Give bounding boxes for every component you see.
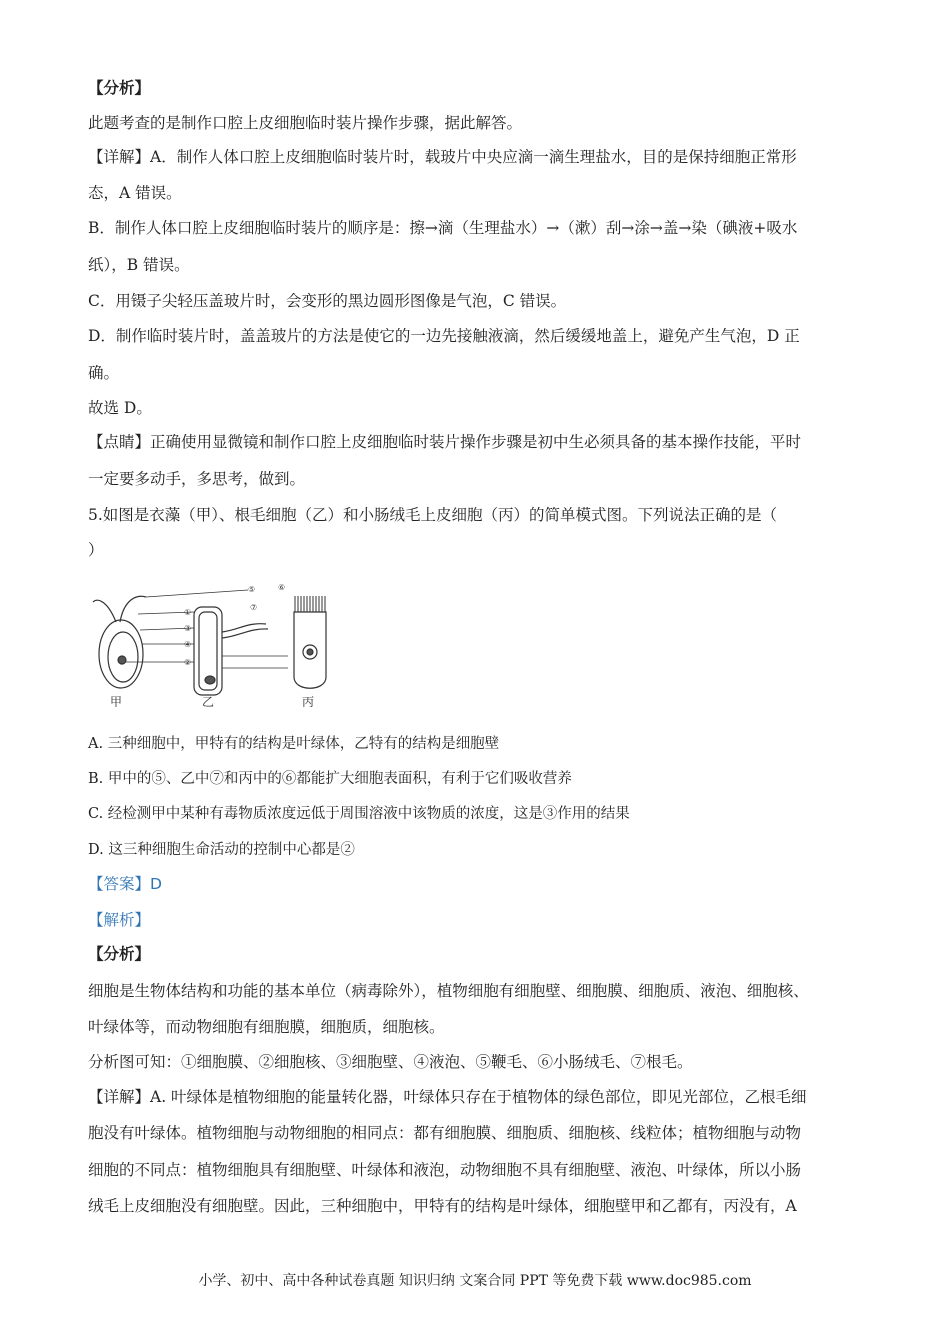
label-bing: 丙 xyxy=(302,695,315,707)
question-5-stem: 5.如图是衣藻（甲）、根毛细胞（乙）和小肠绒毛上皮细胞（丙）的简单模式图。下列说法正确的是（ xyxy=(88,506,778,524)
text-line: 细胞的不同点：植物细胞具有细胞壁、叶绿体和液泡，动物细胞不具有细胞壁、液泡、叶绿体，所以小肠 xyxy=(88,1161,802,1179)
marker-4: ④ xyxy=(184,640,192,649)
analysis-label: 【解析】 xyxy=(88,911,151,929)
page-footer: 小学、初中、高中各种试卷真题 知识归纳 文案合同 PPT 等免费下载 www.doc985.com xyxy=(198,1273,752,1289)
section-heading-analysis-2: 【分析】 xyxy=(88,944,151,963)
text-line: 确。 xyxy=(88,364,120,382)
marker-2: ② xyxy=(184,658,192,667)
label-yi: 乙 xyxy=(202,695,215,707)
text-line: 态，A 错误。 xyxy=(88,184,182,202)
option-d: D. 这三种细胞生命活动的控制中心都是② xyxy=(88,842,355,858)
answer-value: D xyxy=(150,875,162,893)
text-line: 【点睛】正确使用显微镜和制作口腔上皮细胞临时装片操作步骤是初中生必须具备的基本操作技能，平时 xyxy=(88,433,802,451)
text-line: 纸），B 错误。 xyxy=(88,256,190,274)
text-line: 【详解】A. 叶绿体是植物细胞的能量转化器，叶绿体只存在于植物体的绿色部位，即见光部位，乙根毛细 xyxy=(88,1088,807,1106)
option-b: B. 甲中的⑤、乙中⑦和丙中的⑥都能扩大细胞表面积，有利于它们吸收营养 xyxy=(88,771,572,787)
section-heading-analysis: 【分析】 xyxy=(88,78,151,97)
option-a: A. 三种细胞中，甲特有的结构是叶绿体，乙特有的结构是细胞壁 xyxy=(88,736,500,752)
text-line: B．制作人体口腔上皮细胞临时装片的顺序是：擦→滴（生理盐水）→（漱）刮→涂→盖→染（碘液+吸水 xyxy=(88,219,798,237)
text-line: C．用镊子尖轻压盖玻片时，会变形的黑边圆形图像是气泡，C 错误。 xyxy=(88,292,567,310)
text-line: 叶绿体等，而动物细胞有细胞膜，细胞质，细胞核。 xyxy=(88,1018,445,1036)
marker-3: ③ xyxy=(184,624,192,633)
marker-1: ① xyxy=(184,608,192,617)
chlamydomonas-cell xyxy=(99,620,143,688)
option-c: C. 经检测甲中某种有毒物质浓度远低于周围溶液中该物质的浓度，这是③作用的结果 xyxy=(88,806,630,822)
answer-line xyxy=(88,874,162,894)
question-5-stem-end: ） xyxy=(88,541,104,559)
text-line: 绒毛上皮细胞没有细胞壁。因此，三种细胞中，甲特有的结构是叶绿体，细胞壁甲和乙都有，丙没有，A xyxy=(88,1197,797,1215)
answer-label: 【答案】 xyxy=(88,875,151,893)
text-line: 此题考查的是制作口腔上皮细胞临时装片操作步骤，据此解答。 xyxy=(88,114,523,132)
text-line: 故选 D。 xyxy=(88,399,152,417)
text-line: 胞没有叶绿体。植物细胞与动物细胞的相同点：都有细胞膜、细胞质、细胞核、线粒体；植物细胞与动物 xyxy=(88,1124,802,1142)
text-line: 分析图可知：①细胞膜、②细胞核、③细胞壁、④液泡、⑤鞭毛、⑥小肠绒毛、⑦根毛。 xyxy=(88,1053,693,1071)
marker-5: ⑤ xyxy=(248,585,256,594)
label-jia: 甲 xyxy=(110,695,123,707)
marker-7: ⑦ xyxy=(250,603,258,612)
text-line: 一定要多动手，多思考，做到。 xyxy=(88,470,306,488)
text-line: 细胞是生物体结构和功能的基本单位（病毒除外），植物细胞有细胞壁、细胞膜、细胞质、液泡、细胞核、 xyxy=(88,982,809,1000)
marker-6: ⑥ xyxy=(278,583,286,592)
cell-diagram xyxy=(88,582,333,707)
text-line: D．制作临时装片时，盖盖玻片的方法是使它的一边先接触液滴，然后缓缓地盖上，避免产生气泡，D 正 xyxy=(88,327,800,345)
text-line: 【详解】A．制作人体口腔上皮细胞临时装片时，载玻片中央应滴一滴生理盐水，目的是保持细胞正常形 xyxy=(88,148,797,166)
